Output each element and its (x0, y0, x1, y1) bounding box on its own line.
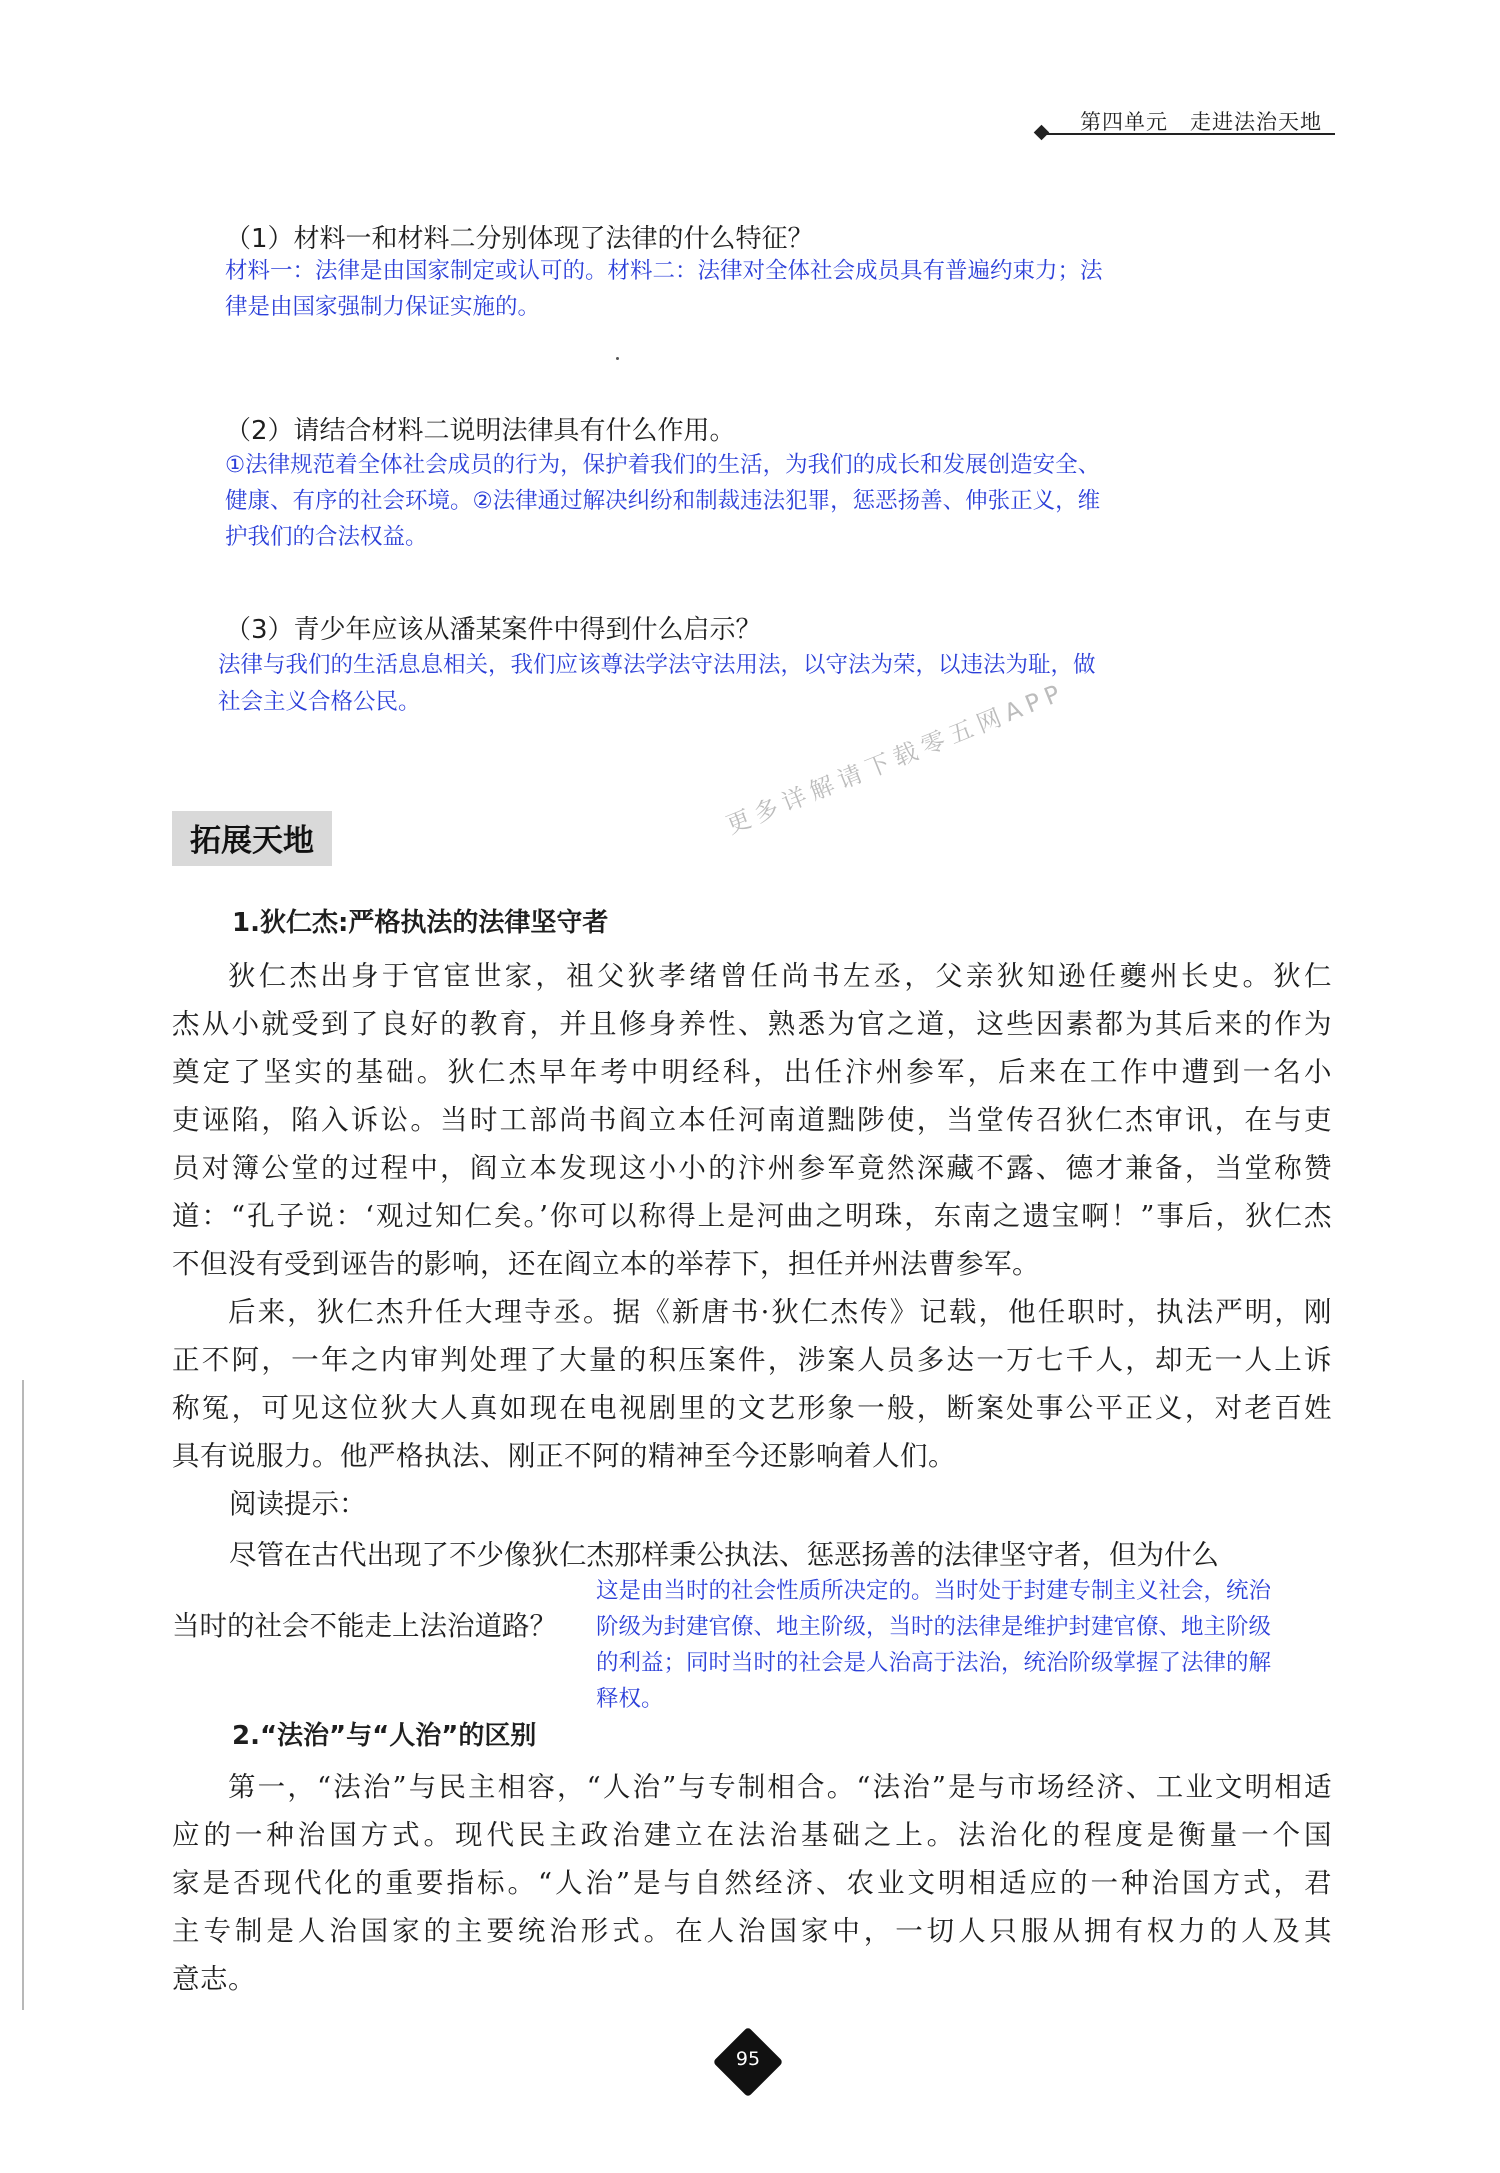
question-2: （2）请结合材料二说明法律具有什么作用。 (225, 416, 736, 446)
answer-1-line-1: 材料一：法律是由国家制定或认可的。材料二：法律对全体社会成员具有普遍约束力；法 (225, 258, 1103, 284)
hint-answer-line-4: 释权。 (596, 1686, 664, 1712)
watermark: 更多详解请下载零五网APP (722, 677, 1070, 840)
scan-margin-line (22, 1380, 24, 2010)
article-2-title: 2.“法治”与“人治”的区别 (232, 1721, 537, 1751)
page-number: 95 (735, 2048, 761, 2070)
article-1-line-11: 具有说服力。他严格执法、刚正不阿的精神至今还影响着人们。 (172, 1440, 956, 1472)
article-1-line-10: 称冤，可见这位狄大人真如现在电视剧里的文艺形象一般，断案处事公平正义，对老百姓 (172, 1392, 1332, 1424)
answer-2-line-2: 健康、有序的社会环境。②法律通过解决纠纷和制裁违法犯罪，惩恶扬善、伸张正义，维 (225, 488, 1101, 514)
answer-3-line-2: 社会主义合格公民。 (218, 689, 421, 715)
article-1-line-3: 奠定了坚实的基础。狄仁杰早年考中明经科，出任汴州参军，后来在工作中遭到一名小 (172, 1056, 1332, 1088)
answer-2-line-1: ①法律规范着全体社会成员的行为，保护着我们的生活，为我们的成长和发展创造安全、 (225, 452, 1101, 478)
article-1-line-5: 员对簿公堂的过程中，阎立本发现这小小的汴州参军竟然深藏不露、德才兼备，当堂称赞 (172, 1152, 1332, 1184)
question-3: （3）青少年应该从潘某案件中得到什么启示？ (225, 615, 762, 645)
article-2-line-1: 第一，“法治”与民主相容，“人治”与专制相合。“法治”是与市场经济、工业文明相适 (228, 1771, 1332, 1803)
reading-hint-question-line-1: 尽管在古代出现了不少像狄仁杰那样秉公执法、惩恶扬善的法律坚守者，但为什么 (229, 1539, 1219, 1571)
article-1-line-8: 后来，狄仁杰升任大理寺丞。据《新唐书·狄仁杰传》记载，他任职时，执法严明，刚 (228, 1296, 1332, 1328)
article-2-line-5: 意志。 (172, 1963, 256, 1995)
answer-1-line-2: 律是由国家强制力保证实施的。 (225, 294, 541, 320)
article-1-line-6: 道：“孔子说：‘观过知仁矣。’你可以称得上是河曲之明珠，东南之遗宝啊！”事后，狄仁杰 (172, 1200, 1332, 1232)
hint-answer-line-2: 阶级为封建官僚、地主阶级，当时的法律是维护封建官僚、地主阶级 (596, 1614, 1272, 1640)
question-1: （1）材料一和材料二分别体现了法律的什么特征？ (225, 224, 814, 254)
article-1-title: 1.狄仁杰:严格执法的法律坚守者 (232, 908, 609, 938)
article-1-line-2: 杰从小就受到了良好的教育，并且修身养性、熟悉为官之道，这些因素都为其后来的作为 (172, 1008, 1332, 1040)
answer-3-line-1: 法律与我们的生活息息相关，我们应该尊法学法守法用法，以守法为荣，以违法为耻，做 (218, 652, 1096, 678)
stray-dot (616, 357, 619, 360)
hint-answer-line-1: 这是由当时的社会性质所决定的。当时处于封建专制主义社会，统治 (596, 1578, 1272, 1604)
article-2-line-2: 应的一种治国方式。现代民主政治建立在法治基础之上。法治化的程度是衡量一个国 (172, 1819, 1332, 1851)
article-2-line-3: 家是否现代化的重要指标。“人治”是与自然经济、农业文明相适应的一种治国方式，君 (172, 1867, 1332, 1899)
article-1-line-4: 吏诬陷，陷入诉讼。当时工部尚书阎立本任河南道黜陟使，当堂传召狄仁杰审讯，在与吏 (172, 1104, 1332, 1136)
section-heading: 拓展天地 (190, 823, 314, 859)
article-1-line-1: 狄仁杰出身于官宦世家，祖父狄孝绪曾任尚书左丞，父亲狄知逊任夔州长史。狄仁 (228, 960, 1332, 992)
answer-2-line-3: 护我们的合法权益。 (225, 524, 428, 550)
hint-answer-line-3: 的利益；同时当时的社会是人治高于法治，统治阶级掌握了法律的解 (596, 1650, 1272, 1676)
reading-hint-label: 阅读提示： (229, 1488, 367, 1520)
article-1-line-9: 正不阿，一年之内审判处理了大量的积压案件，涉案人员多达一万七千人，却无一人上诉 (172, 1344, 1332, 1376)
article-2-line-4: 主专制是人治国家的主要统治形式。在人治国家中，一切人只服从拥有权力的人及其 (172, 1915, 1332, 1947)
article-1-line-7: 不但没有受到诬告的影响，还在阎立本的举荐下，担任并州法曹参军。 (172, 1248, 1040, 1280)
reading-hint-question-line-2: 当时的社会不能走上法治道路？ (172, 1610, 557, 1642)
running-header: 第四单元 走进法治天地 (1080, 110, 1322, 134)
